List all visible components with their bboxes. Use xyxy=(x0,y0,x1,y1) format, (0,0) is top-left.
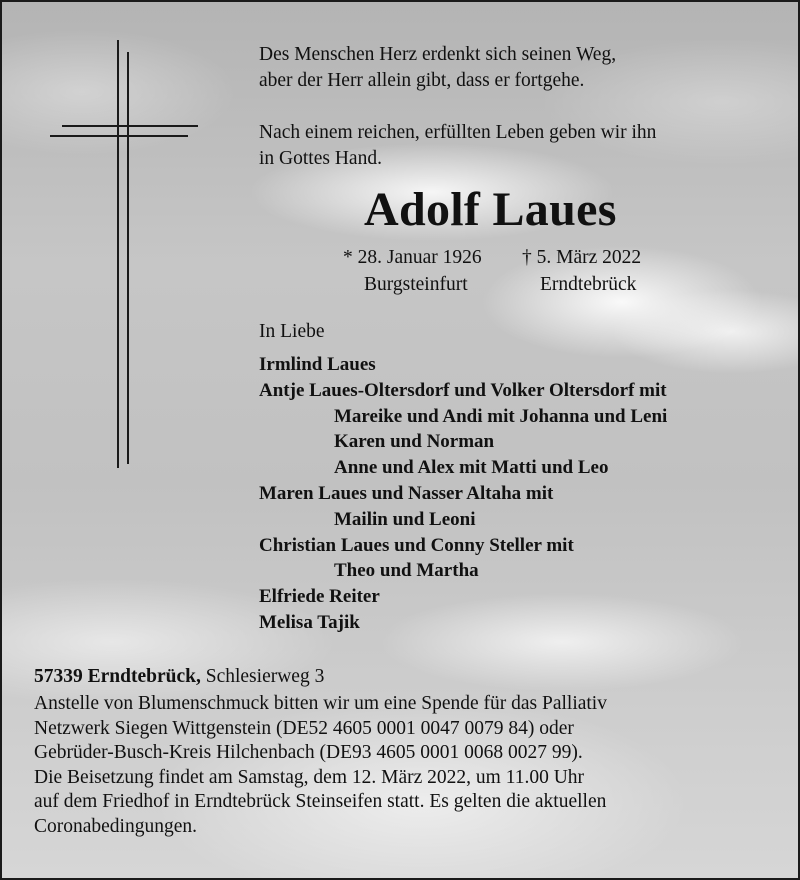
mourner: Irmlind Laues xyxy=(259,354,376,375)
mourner: Theo und Martha xyxy=(334,560,479,582)
birth-place: Burgsteinfurt xyxy=(364,274,468,295)
death-date: † 5. März 2022 xyxy=(522,247,642,268)
mourners-list xyxy=(259,352,667,636)
birth-date: * 28. Januar 1926 xyxy=(343,247,482,268)
death-place: Erndtebrück xyxy=(540,274,637,295)
closing-line: Netzwerk Siegen Wittgenstein (DE52 4605 0001 0047 0079 84) oder xyxy=(34,717,574,739)
closing-line: Die Beisetzung findet am Samstag, dem 12. März 2022, um 11.00 Uhr xyxy=(34,766,585,788)
closing-notes xyxy=(34,692,607,839)
closing-line: Anstelle von Blumenschmuck bitten wir um eine Spende für das Palliativ xyxy=(34,693,607,714)
mourner: Anne und Alex mit Matti und Leo xyxy=(334,457,609,479)
mourner: Melisa Tajik xyxy=(259,611,360,633)
mourner: Elfriede Reiter xyxy=(259,586,380,608)
farewell-line: in Gottes Hand. xyxy=(259,148,382,169)
mourner: Christian Laues und Conny Steller mit xyxy=(259,534,574,556)
mourner: Mareike und Andi mit Johanna und Leni xyxy=(334,405,668,427)
address-street: Schlesierweg 3 xyxy=(200,666,325,687)
family-address xyxy=(34,664,324,690)
birth-info xyxy=(343,244,482,298)
farewell-text xyxy=(259,120,656,172)
closing-line: auf dem Friedhof in Erndtebrück Steinseifen statt. Es gelten die aktuellen xyxy=(34,791,607,812)
mourner: Maren Laues und Nasser Altaha mit xyxy=(259,482,554,504)
mourner: Karen und Norman xyxy=(334,431,495,453)
mourner: Mailin und Leoni xyxy=(334,508,476,530)
mourner: Antje Laues-Oltersdorf und Volker Oltersdorf mit xyxy=(259,379,667,401)
address-city: 57339 Erndtebrück, xyxy=(34,666,201,687)
cross-icon xyxy=(50,40,200,470)
closing-line: Coronabedingungen. xyxy=(34,815,198,837)
closing-line: Gebrüder-Busch-Kreis Hilchenbach (DE93 4605 0001 0068 0027 99). xyxy=(34,742,583,763)
bible-verse xyxy=(259,42,616,94)
verse-line: Des Menschen Herz erdenkt sich seinen Weg, xyxy=(259,44,617,65)
deceased-name: Adolf Laues xyxy=(364,183,617,236)
verse-line: aber der Herr allein gibt, dass er fortgehe. xyxy=(259,70,585,91)
in-love-label: In Liebe xyxy=(259,321,325,342)
farewell-line: Nach einem reichen, erfüllten Leben geben wir ihn xyxy=(259,122,657,143)
death-info xyxy=(522,244,641,298)
